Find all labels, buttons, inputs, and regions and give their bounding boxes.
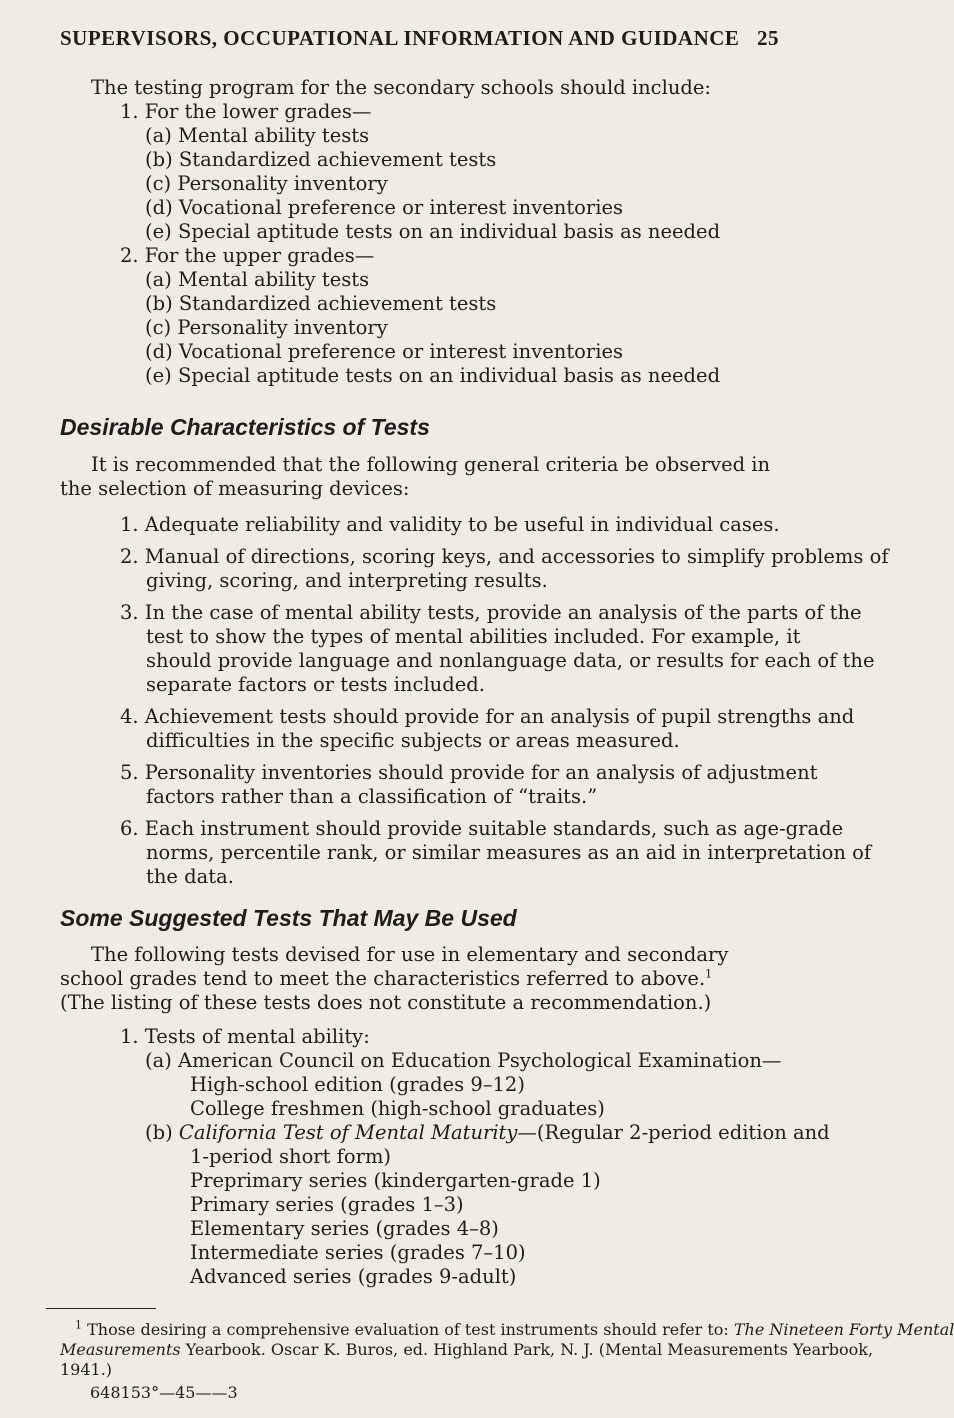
criterion-line: 3. In the case of mental ability tests, provide an analysis of the parts of the: [120, 601, 862, 624]
section-heading: Desirable Characteristics of Tests: [60, 414, 430, 440]
list-item: Elementary series (grades 4–8): [190, 1217, 499, 1240]
criterion-line: 5. Personality inventories should provide for an analysis of adjustment: [120, 761, 818, 784]
paragraph-line: It is recommended that the following general criteria be observed in: [91, 453, 771, 476]
criterion-line: 1. Adequate reliability and validity to be useful in individual cases.: [120, 513, 780, 536]
list-item: (a) Mental ability tests: [145, 268, 370, 291]
testing-program-intro: The testing program for the secondary schools should include:: [91, 76, 711, 99]
list-item: 1-period short form): [190, 1145, 392, 1168]
paragraph-line: the selection of measuring devices:: [60, 477, 410, 500]
criterion-line: giving, scoring, and interpreting results.: [146, 569, 548, 592]
paragraph-line: [60, 967, 712, 991]
footnote-line: [75, 1320, 954, 1340]
item-label: (b): [145, 1121, 173, 1144]
list-item: High-school edition (grades 9–12): [190, 1073, 525, 1096]
criterion-line: 2. Manual of directions, scoring keys, and accessories to simplify problems of: [120, 545, 889, 568]
lower-grades-heading: 1. For the lower grades—: [120, 100, 372, 123]
footnote-text: Yearbook. Oscar K. Buros, ed. Highland Park, N. J. (Mental Measurements Yearbook,: [180, 1340, 874, 1359]
list-item: (d) Vocational preference or interest inventories: [145, 340, 624, 363]
footnote-ref: 1: [705, 967, 713, 981]
page-number: 25: [757, 26, 779, 50]
list-item: (d) Vocational preference or interest inventories: [145, 196, 624, 219]
list-item: Preprimary series (kindergarten-grade 1): [190, 1169, 601, 1192]
list-item: (e) Special aptitude tests on an individual basis as needed: [145, 364, 721, 387]
list-item: College freshmen (high-school graduates): [190, 1097, 605, 1120]
criterion-line: factors rather than a classification of “traits.”: [146, 785, 598, 808]
list-item: [145, 1121, 830, 1145]
paragraph-line: (The listing of these tests does not constitute a recommendation.): [60, 991, 712, 1014]
print-code: 648153°—45——3: [90, 1383, 238, 1402]
item-text: —(Regular 2-period edition and: [517, 1121, 830, 1144]
list-item: (b) Standardized achievement tests: [145, 148, 497, 171]
footnote-line: 1941.): [60, 1360, 113, 1379]
list-item: (a) American Council on Education Psychological Examination—: [145, 1049, 782, 1072]
list-item: Advanced series (grades 9-adult): [190, 1265, 517, 1288]
criterion-line: 6. Each instrument should provide suitable standards, such as age-grade: [120, 817, 844, 840]
running-head: [60, 26, 779, 51]
footnote-text: Those desiring a comprehensive evaluation of test instruments should refer to:: [87, 1320, 734, 1339]
test-title: California Test of Mental Maturity: [178, 1121, 518, 1144]
criterion-line: the data.: [146, 865, 234, 888]
upper-grades-heading: 2. For the upper grades—: [120, 244, 375, 267]
list-item: Primary series (grades 1–3): [190, 1193, 464, 1216]
list-item: Intermediate series (grades 7–10): [190, 1241, 526, 1264]
list-item: (e) Special aptitude tests on an individual basis as needed: [145, 220, 721, 243]
criterion-line: should provide language and nonlanguage data, or results for each of the: [146, 649, 875, 672]
criterion-line: test to show the types of mental abilities included. For example, it: [146, 625, 801, 648]
criterion-line: separate factors or tests included.: [146, 673, 485, 696]
footnote-marker: 1: [75, 1318, 82, 1332]
section-heading: Some Suggested Tests That May Be Used: [60, 905, 517, 931]
footnote-title: Measurements: [60, 1340, 181, 1359]
list-item: (a) Mental ability tests: [145, 124, 370, 147]
list-item: 1. Tests of mental ability:: [120, 1025, 370, 1048]
paragraph-line: The following tests devised for use in elementary and secondary: [91, 943, 729, 966]
criterion-line: 4. Achievement tests should provide for an analysis of pupil strengths and: [120, 705, 855, 728]
footnote-line: [60, 1340, 873, 1360]
list-item: (b) Standardized achievement tests: [145, 292, 497, 315]
criterion-line: difficulties in the specific subjects or areas measured.: [146, 729, 680, 752]
footnote-title: The Nineteen Forty Mental: [733, 1320, 954, 1339]
running-title: SUPERVISORS, OCCUPATIONAL INFORMATION AND GUIDANCE: [60, 26, 740, 50]
list-item: (c) Personality inventory: [145, 172, 388, 195]
footnote-divider: [46, 1308, 156, 1309]
criterion-line: norms, percentile rank, or similar measures as an aid in interpretation of: [146, 841, 872, 864]
paragraph-text: school grades tend to meet the characteristics referred to above.: [60, 967, 706, 990]
list-item: (c) Personality inventory: [145, 316, 388, 339]
